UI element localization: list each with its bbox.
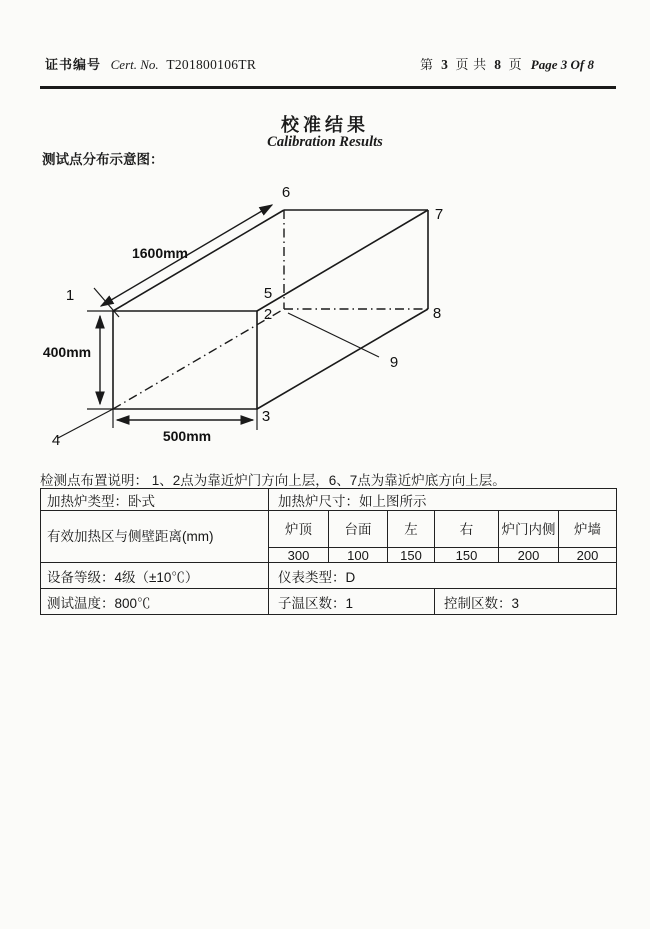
zone-header-right: 右 [435, 511, 499, 548]
point-label-1: 1 [65, 287, 75, 304]
point-label-8: 8 [432, 305, 442, 322]
height-dimension-label: 400mm [42, 344, 92, 360]
page-total-number: 8 [494, 57, 502, 72]
point-label-4: 4 [51, 432, 61, 449]
table-row [41, 589, 617, 615]
zone-header-wall: 炉墙 [559, 511, 617, 548]
point-label-3: 3 [261, 408, 271, 425]
width-dimension-label: 500mm [162, 428, 212, 444]
page-current-number: 3 [441, 57, 448, 72]
zone-header-door-inner: 炉门内侧 [499, 511, 559, 548]
calibration-parameters-table [40, 488, 617, 615]
page-title-en: Calibration Results [267, 134, 383, 150]
zone-header-left: 左 [388, 511, 435, 548]
zone-value-wall: 200 [559, 548, 617, 563]
zone-value-top: 300 [269, 548, 329, 563]
diagram-caption: 测试点分布示意图： [42, 152, 164, 167]
test-temperature-cell: 测试温度：800℃ [41, 589, 269, 615]
zone-distance-label-cell: 有效加热区与侧壁距离(mm) [41, 511, 269, 563]
table-row [41, 563, 617, 589]
zone-value-left: 150 [388, 548, 435, 563]
device-grade-cell: 设备等级：4级（±10℃） [41, 563, 269, 589]
point-label-5: 5 [263, 285, 273, 302]
zone-value-counter: 100 [329, 548, 388, 563]
cert-label-zh: 证书编号 [45, 57, 102, 72]
point-label-7: 7 [434, 206, 444, 223]
dimension-lines [87, 205, 272, 430]
furnace-type-cell: 加热炉类型：卧式 [41, 489, 269, 511]
page-zh-suffix: 页 [508, 57, 523, 72]
point-label-9: 9 [389, 354, 399, 371]
dimension-labels [43, 245, 211, 444]
page-zh-prefix: 第 [420, 57, 434, 72]
table-row [41, 489, 617, 511]
zone-value-door-inner: 200 [499, 548, 559, 563]
furnace-size-cell: 加热炉尺寸：如上图所示 [269, 489, 617, 511]
sub-zone-count-cell: 子温区数：1 [269, 589, 435, 615]
point-label-2: 2 [263, 306, 273, 323]
placement-note: 检测点布置说明： 1、2点为靠近炉门方向上层，6、7点为靠近炉底方向上层。 [40, 473, 506, 488]
page-title-zh: 校准结果 [281, 115, 369, 135]
zone-header-top: 炉顶 [269, 511, 329, 548]
table-row [41, 511, 617, 548]
page-indicator-en: Page 3 Of 8 [530, 57, 594, 72]
instrument-type-cell: 仪表类型：D [269, 563, 617, 589]
length-dimension-label: 1600mm [131, 245, 189, 261]
cert-number: T201800106TR [166, 57, 257, 72]
page-zh-mid: 页 共 [455, 57, 487, 72]
point-label-6: 6 [281, 184, 291, 201]
control-zone-count-cell: 控制区数：3 [435, 589, 617, 615]
cert-label-en: Cert. No. [110, 57, 159, 72]
zone-value-right: 150 [435, 548, 499, 563]
zone-header-counter: 台面 [329, 511, 388, 548]
